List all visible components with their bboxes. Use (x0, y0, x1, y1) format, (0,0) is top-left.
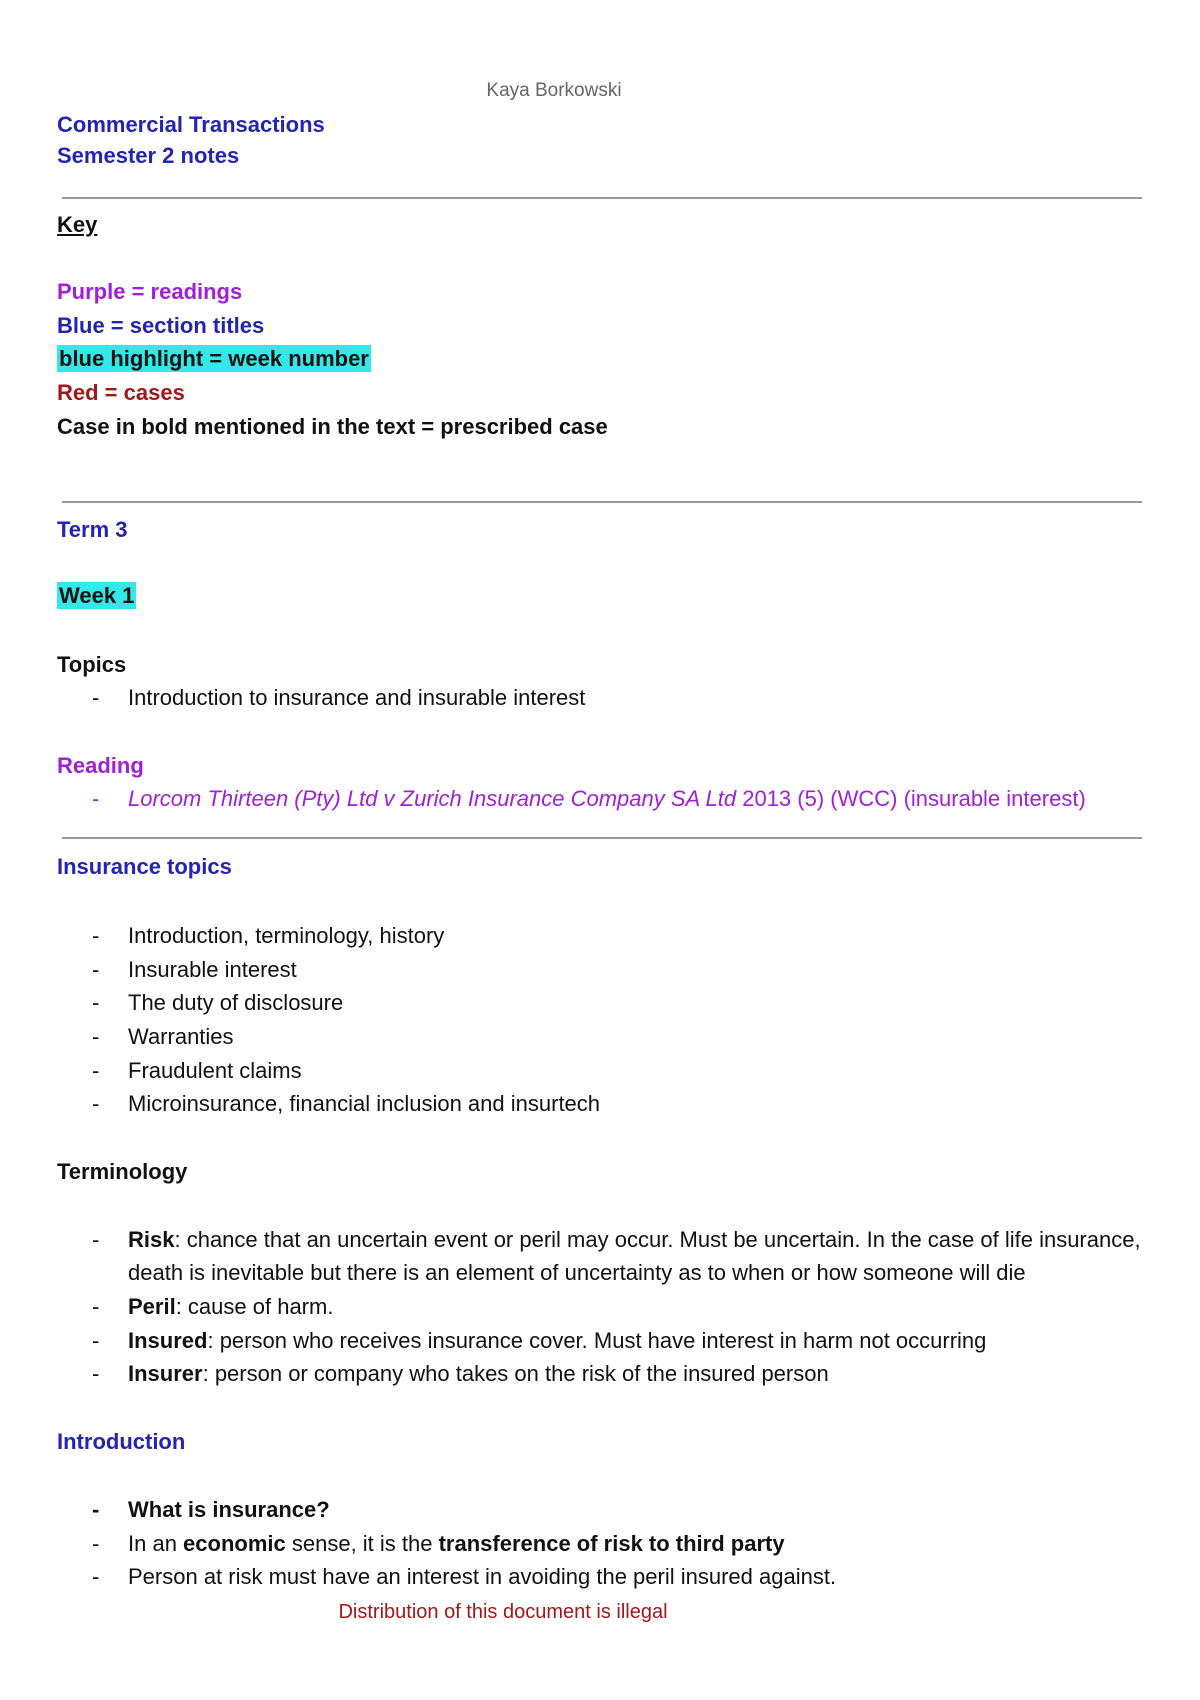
intro-item (128, 1527, 1148, 1560)
topics-heading: Topics (57, 652, 127, 677)
intro-item: Person at risk must have an interest in avoiding the peril insured against. (128, 1564, 837, 1589)
insurance-topic-item: Fraudulent claims (128, 1058, 302, 1083)
topic-item: Introduction to insurance and insurable interest (128, 685, 586, 710)
intro-text: sense, it is the (285, 1531, 439, 1556)
bullet-dash: - (92, 990, 100, 1015)
divider (62, 501, 1142, 503)
insurance-topic-item: Introduction, terminology, history (128, 923, 445, 948)
divider (62, 197, 1142, 199)
bullet-dash: - (92, 685, 100, 710)
key-red: Red = cases (57, 380, 185, 405)
bullet-dash: - (92, 1091, 100, 1116)
course-subtitle: Semester 2 notes (57, 143, 240, 168)
intro-bold: transference of risk to third party (438, 1531, 785, 1556)
author-name: Kaya Borkowski (486, 80, 622, 101)
bullet-dash: - (92, 1328, 100, 1353)
bullet-dash: - (92, 957, 100, 982)
intro-bold: economic (183, 1531, 286, 1556)
term-definition: : person who receives insurance cover. Must have interest in harm not occurring (207, 1328, 987, 1353)
term-definition: : cause of harm. (175, 1294, 334, 1319)
term-name: Insured (128, 1328, 208, 1353)
key-heading: Key (57, 212, 98, 237)
reading-item (128, 782, 1148, 815)
bullet-dash: - (92, 1497, 100, 1522)
insurance-topic-item: Microinsurance, financial inclusion and insurtech (128, 1091, 601, 1116)
insurance-topic-item: Insurable interest (128, 957, 297, 982)
key-highlight-text: blue highlight = week number (59, 346, 369, 371)
reading-heading: Reading (57, 753, 144, 778)
key-purple: Purple = readings (57, 279, 243, 304)
term-title: Term 3 (57, 517, 128, 542)
term-name: Peril (128, 1294, 176, 1319)
bullet-dash: - (92, 1564, 100, 1589)
week-label (57, 581, 136, 611)
bullet-dash: - (92, 1294, 100, 1319)
course-title: Commercial Transactions (57, 112, 325, 137)
insurance-topic-item: The duty of disclosure (128, 990, 344, 1015)
bullet-dash: - (92, 1361, 100, 1386)
divider (62, 837, 1142, 839)
insurance-topic-item: Warranties (128, 1024, 234, 1049)
term-definition: : person or company who takes on the risk of the insured person (202, 1361, 829, 1386)
reading-citation: 2013 (5) (WCC) (insurable interest) (736, 786, 1086, 811)
reading-case-name: Lorcom Thirteen (Pty) Ltd v Zurich Insurance Company SA Ltd (128, 786, 737, 811)
bullet-dash: - (92, 1024, 100, 1049)
bullet-dash: - (92, 786, 100, 811)
bullet-dash: - (92, 923, 100, 948)
key-highlight (57, 344, 371, 374)
key-bold: Case in bold mentioned in the text = prescribed case (57, 414, 608, 439)
term-name: Risk (128, 1227, 175, 1252)
footer-notice: Distribution of this document is illegal (338, 1601, 668, 1623)
terminology-item (128, 1357, 1148, 1390)
terminology-item (128, 1290, 1148, 1323)
intro-question: What is insurance? (128, 1497, 330, 1522)
bullet-dash: - (92, 1058, 100, 1083)
terminology-item (128, 1324, 1148, 1357)
terminology-item (128, 1223, 1148, 1289)
bullet-dash: - (92, 1531, 100, 1556)
term-name: Insurer (128, 1361, 203, 1386)
term-definition: : chance that an uncertain event or peril may occur. Must be uncertain. In the case of life insurance, death is inevitable but there is an element of uncertainty as to when or how someone will die (128, 1227, 1141, 1285)
terminology-heading: Terminology (57, 1159, 188, 1184)
week-label-text: Week 1 (59, 583, 135, 608)
bullet-dash: - (92, 1227, 100, 1252)
introduction-heading: Introduction (57, 1429, 186, 1454)
intro-text: In an (128, 1531, 184, 1556)
key-blue: Blue = section titles (57, 313, 265, 338)
insurance-topics-heading: Insurance topics (57, 854, 232, 879)
